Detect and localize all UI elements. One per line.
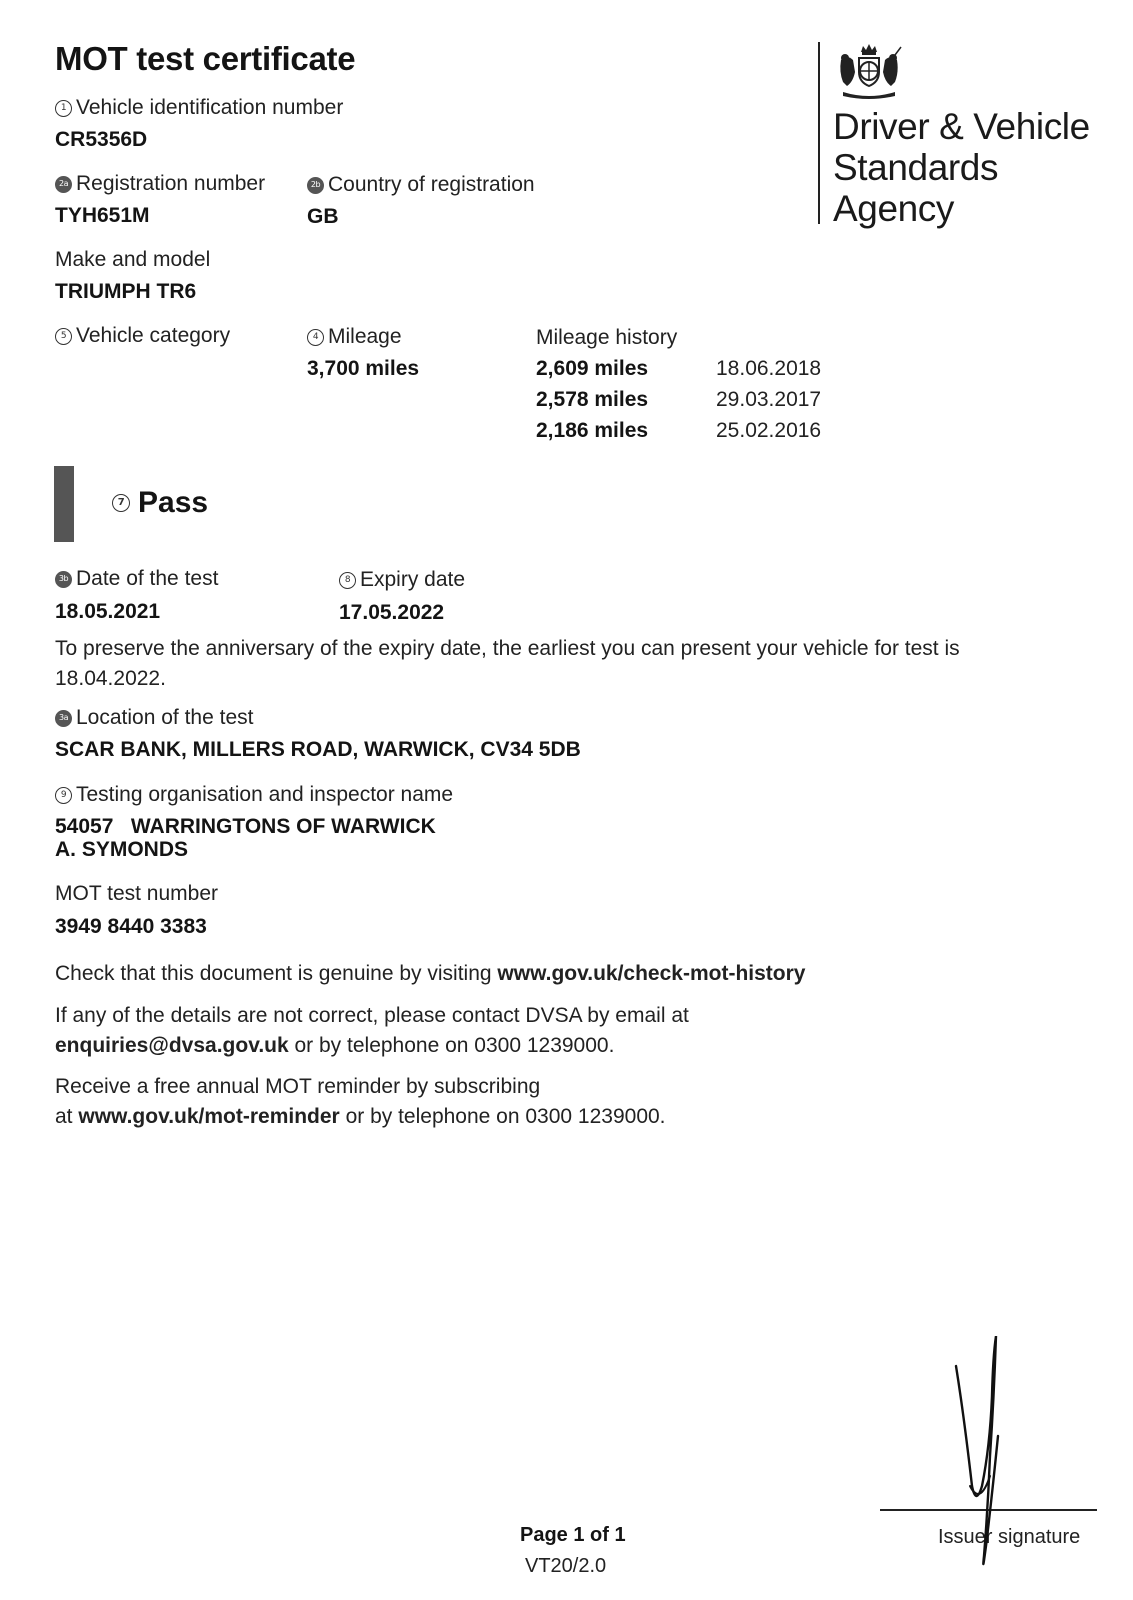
country-label-text: Country of registration — [328, 173, 535, 196]
field-number-badge: 3b — [55, 571, 72, 588]
location-label-text: Location of the test — [76, 706, 254, 729]
test-number-label: MOT test number — [55, 882, 218, 905]
organisation-label-text: Testing organisation and inspector name — [76, 783, 454, 806]
certificate-title: MOT test certificate — [55, 40, 356, 77]
mileage-history-label: Mileage history — [536, 326, 678, 349]
history-date: 18.06.2018 — [716, 356, 822, 380]
inspector-name: A. SYMONDS — [55, 838, 189, 861]
make-model-value: TRIUMPH TR6 — [55, 280, 197, 303]
agency-name-line2: Standards — [833, 147, 999, 188]
mileage-history-entry — [536, 384, 821, 415]
mileage-history-entry — [536, 353, 821, 384]
expiry-label-text: Expiry date — [360, 568, 466, 591]
handwritten-signature — [946, 1336, 1016, 1576]
mot-reminder-link[interactable]: www.gov.uk/mot-reminder — [78, 1105, 340, 1128]
category-label — [55, 324, 230, 348]
field-number-badge: 2a — [55, 176, 72, 193]
test-number-value: 3949 8440 3383 — [55, 915, 207, 938]
result-bar — [54, 466, 74, 542]
field-number-badge: 2b — [307, 177, 324, 194]
history-miles: 2,578 miles — [536, 387, 649, 411]
registration-label — [55, 172, 265, 196]
reminder-line1: Receive a free annual MOT reminder by subscribing — [55, 1075, 541, 1098]
history-miles: 2,609 miles — [536, 356, 649, 380]
history-miles: 2,186 miles — [536, 418, 649, 442]
mileage-label-text: Mileage — [328, 325, 402, 348]
history-date: 25.02.2016 — [716, 418, 822, 442]
anniversary-note-line1: To preserve the anniversary of the expiry date, the earliest you can present your vehicle for test is — [55, 637, 960, 660]
organisation-line1: 54057 WARRINGTONS OF WARWICK — [55, 815, 436, 838]
field-number-badge: 3a — [55, 710, 72, 727]
signature-label: Issuer signature — [938, 1526, 1081, 1548]
dvsa-email-link[interactable]: enquiries@dvsa.gov.uk — [55, 1034, 289, 1057]
make-model-label: Make and model — [55, 248, 211, 271]
reminder-prefix: at — [55, 1105, 79, 1128]
check-mot-history-link[interactable]: www.gov.uk/check-mot-history — [497, 962, 806, 985]
registration-value: TYH651M — [55, 204, 150, 227]
country-value: GB — [307, 205, 339, 228]
category-label-text: Vehicle category — [76, 324, 231, 347]
royal-coat-of-arms-icon — [833, 42, 905, 100]
anniversary-note-line2: 18.04.2022. — [55, 667, 166, 690]
check-text — [55, 962, 805, 986]
reminder-line2 — [55, 1105, 666, 1129]
field-number-badge: 5 — [55, 328, 72, 345]
history-date: 29.03.2017 — [716, 387, 822, 411]
expiry-label — [339, 568, 465, 592]
test-date-label — [55, 567, 218, 591]
organisation-label — [55, 783, 453, 807]
reminder-phone-text: or by telephone on 0300 1239000. — [339, 1105, 666, 1128]
country-label — [307, 173, 535, 197]
agency-name-line3: Agency — [833, 188, 955, 229]
mileage-label — [307, 325, 402, 349]
test-date-value: 18.05.2021 — [55, 600, 161, 623]
field-number-badge: 4 — [307, 329, 324, 346]
field-number-badge: 7 — [112, 494, 130, 512]
check-text-prefix: Check that this document is genuine by visiting — [55, 962, 498, 985]
form-code: VT20/2.0 — [525, 1555, 607, 1577]
contact-phone-text: or by telephone on 0300 1239000. — [288, 1034, 615, 1057]
contact-line2 — [55, 1034, 614, 1058]
logo-divider — [818, 42, 820, 224]
field-number-badge: 8 — [339, 572, 356, 589]
vin-value: CR5356D — [55, 128, 148, 151]
mileage-history-entry — [536, 415, 821, 446]
vin-label — [55, 96, 343, 120]
result-status — [112, 486, 208, 520]
vin-label-text: Vehicle identification number — [76, 96, 344, 119]
mileage-value: 3,700 miles — [307, 357, 420, 380]
location-value: SCAR BANK, MILLERS ROAD, WARWICK, CV34 5DB — [55, 738, 581, 761]
location-label — [55, 706, 253, 730]
agency-name — [833, 106, 1090, 229]
page-indicator: Page 1 of 1 — [520, 1524, 626, 1546]
field-number-badge: 9 — [55, 787, 72, 804]
field-number-badge: 1 — [55, 100, 72, 117]
expiry-value: 17.05.2022 — [339, 601, 445, 624]
contact-line1: If any of the details are not correct, please contact DVSA by email at — [55, 1004, 689, 1027]
result-text: Pass — [138, 486, 209, 519]
agency-name-line1: Driver & Vehicle — [833, 106, 1090, 147]
test-date-label-text: Date of the test — [76, 567, 219, 590]
registration-label-text: Registration number — [76, 172, 266, 195]
mileage-history-list — [536, 353, 821, 446]
